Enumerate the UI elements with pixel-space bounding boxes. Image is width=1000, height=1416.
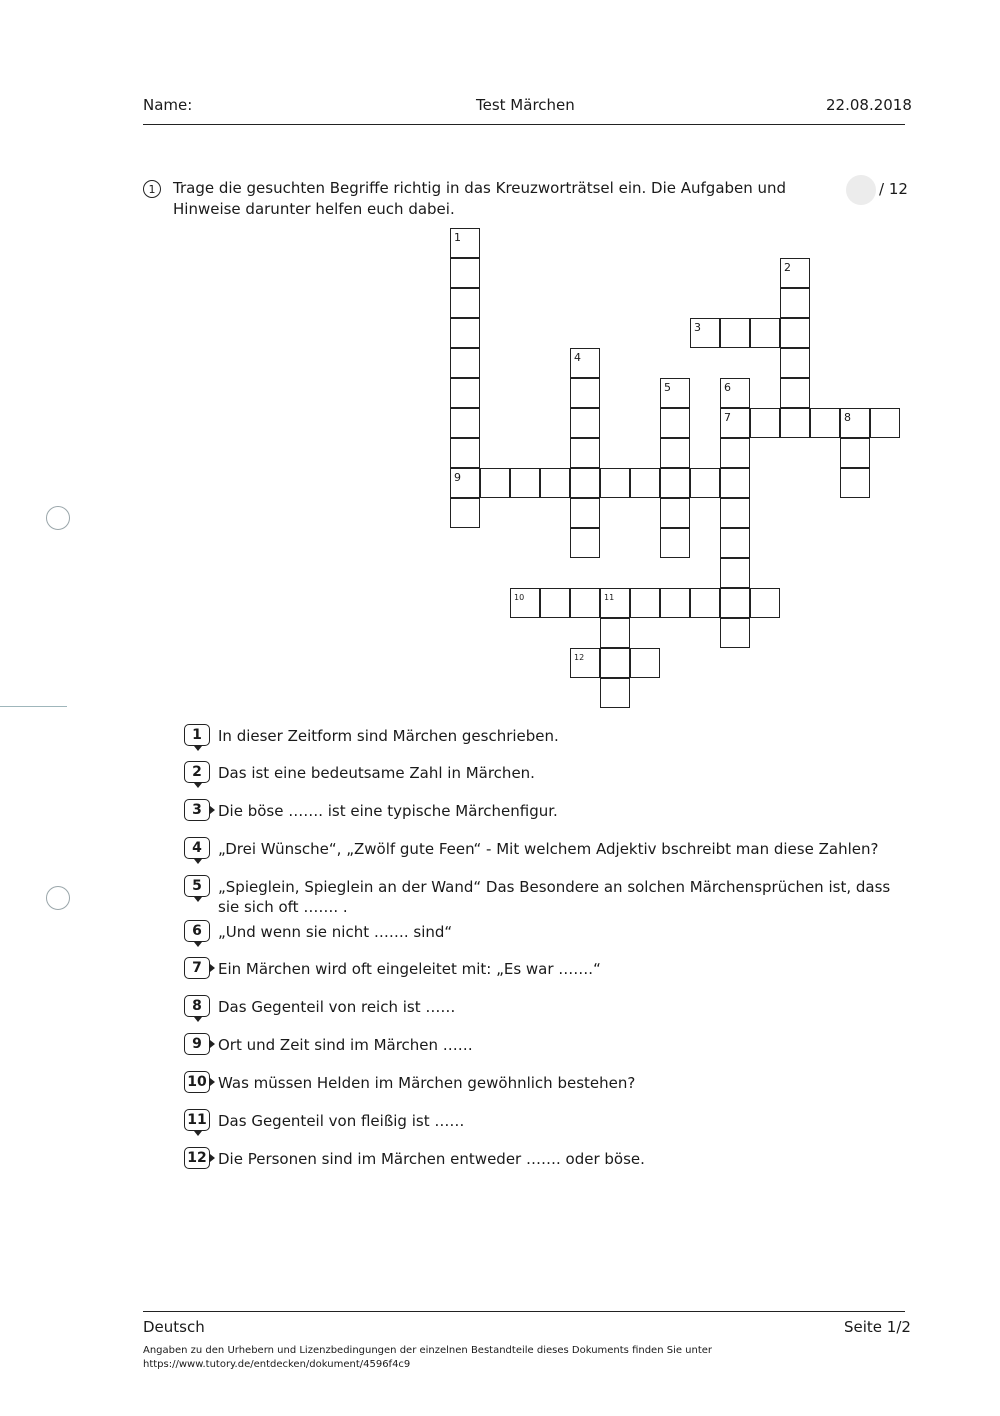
footer-subject: Deutsch [143,1318,205,1336]
clue-number-badge: 5 [184,875,210,897]
crossword-cell[interactable] [780,378,810,408]
crossword-cell[interactable] [570,648,600,678]
crossword-cell[interactable] [630,648,660,678]
clue-number-badge: 2 [184,761,210,783]
footer-rule [143,1311,905,1312]
crossword-cell[interactable] [600,618,630,648]
crossword-cell[interactable] [450,498,480,528]
crossword-cell[interactable] [750,588,780,618]
clue-number-badge: 7 [184,957,210,979]
crossword-cell[interactable] [570,408,600,438]
crossword-cell[interactable] [570,348,600,378]
crossword-cell[interactable] [450,408,480,438]
clue-number-badge: 9 [184,1033,210,1055]
crossword-cell[interactable] [540,588,570,618]
clue-text: Was müssen Helden im Märchen gewöhnlich bestehen? [218,1074,636,1092]
crossword-cell[interactable] [780,258,810,288]
crossword-cell[interactable] [450,318,480,348]
clue-text: In dieser Zeitform sind Märchen geschrieben. [218,727,559,745]
crossword-cell[interactable] [660,438,690,468]
crossword-cell[interactable] [630,588,660,618]
cell-number: 12 [574,653,585,662]
crossword-cell[interactable] [720,468,750,498]
clue-text: Ort und Zeit sind im Märchen …… [218,1036,473,1054]
crossword-cell[interactable] [690,468,720,498]
crossword-cell[interactable] [660,588,690,618]
cell-number: 2 [784,261,791,274]
crossword-cell[interactable] [570,438,600,468]
score-total: / 12 [879,180,908,198]
cell-number: 1 [454,231,461,244]
crossword-cell[interactable] [780,318,810,348]
cell-number: 6 [724,381,731,394]
clue-text: Das Gegenteil von fleißig ist …… [218,1112,465,1130]
crossword-cell[interactable] [720,408,750,438]
clue-text: Die böse ……. ist eine typische Märchenfigur. [218,802,558,820]
crossword-cell[interactable] [450,258,480,288]
crossword-cell[interactable] [780,408,810,438]
crossword-cell[interactable] [540,468,570,498]
cell-number: 10 [514,593,525,602]
crossword-cell[interactable] [450,348,480,378]
name-label: Name: [143,96,193,114]
clue-text: „Spieglein, Spieglein an der Wand“ Das Besondere an solchen Märchensprüchen ist, dass sie sich oft ……. . [218,878,891,916]
crossword-cell[interactable] [780,288,810,318]
crossword-cell[interactable] [600,678,630,708]
footer-page: Seite 1/2 [844,1318,911,1336]
clue-text: Das ist eine bedeutsame Zahl in Märchen. [218,764,535,782]
crossword-cell[interactable] [720,498,750,528]
crossword-cell[interactable] [840,468,870,498]
crossword-cell[interactable] [720,618,750,648]
clue-number-badge: 3 [184,799,210,821]
crossword-cell[interactable] [510,468,540,498]
crossword-cell[interactable] [720,558,750,588]
clue-number-badge: 12 [184,1147,210,1169]
clue-number-badge: 11 [184,1109,210,1131]
crossword-cell[interactable] [660,498,690,528]
footer-note-line: Angaben zu den Urhebern und Lizenzbedingungen der einzelnen Bestandteile dieses Dokuments finden Sie unter [143,1345,713,1356]
punch-hole-bottom [46,886,70,910]
clue-number-badge: 1 [184,724,210,746]
clue-text: Das Gegenteil von reich ist …… [218,998,456,1016]
cell-number: 7 [724,411,731,424]
crossword-cell[interactable] [570,378,600,408]
cell-number: 9 [454,471,461,484]
crossword-cell[interactable] [450,378,480,408]
crossword-cell[interactable] [600,468,630,498]
cell-number: 5 [664,381,671,394]
crossword-cell[interactable] [630,468,660,498]
crossword-cell[interactable] [750,318,780,348]
clue-text: „Und wenn sie nicht ……. sind“ [218,923,453,941]
crossword-cell[interactable] [600,648,630,678]
crossword-cell[interactable] [450,438,480,468]
header-rule [143,124,905,125]
crossword-cell[interactable] [570,468,600,498]
clue-number-badge: 10 [184,1071,210,1093]
footer-note [143,1344,843,1372]
task-instruction: Trage die gesuchten Begriffe richtig in das Kreuzworträtsel ein. Die Aufgaben und Hinweise darunter helfen euch dabei. [173,179,787,218]
crossword-cell[interactable] [810,408,840,438]
cell-number: 11 [604,593,615,602]
crossword-cell[interactable] [720,378,750,408]
crossword-cell[interactable] [840,438,870,468]
crossword-cell[interactable] [690,318,720,348]
crossword-cell[interactable] [450,228,480,258]
crossword-cell[interactable] [450,288,480,318]
clue-number-badge: 8 [184,995,210,1017]
crossword-cell[interactable] [720,318,750,348]
crossword-grid [450,228,906,714]
crossword-cell[interactable] [570,498,600,528]
crossword-cell[interactable] [780,348,810,378]
date: 22.08.2018 [826,96,912,114]
fold-mark [0,706,67,707]
crossword-cell[interactable] [570,588,600,618]
crossword-cell[interactable] [870,408,900,438]
crossword-cell[interactable] [660,468,690,498]
crossword-cell[interactable] [510,588,540,618]
crossword-cell[interactable] [660,528,690,558]
crossword-cell[interactable] [570,528,600,558]
crossword-cell[interactable] [600,588,630,618]
clue-text: Die Personen sind im Märchen entweder ……. oder böse. [218,1150,645,1168]
crossword-cell[interactable] [720,528,750,558]
crossword-cell[interactable] [660,378,690,408]
crossword-cell[interactable] [480,468,510,498]
score-field[interactable] [846,175,876,205]
crossword-cell[interactable] [840,408,870,438]
crossword-cell[interactable] [450,468,480,498]
footer-url: https://www.tutory.de/entdecken/dokument/4596f4c9 [143,1359,411,1370]
clue-text: „Drei Wünsche“, „Zwölf gute Feen“ - Mit welchem Adjektiv bschreibt man diese Zahlen? [218,840,879,858]
clue-number-badge: 4 [184,837,210,859]
cell-number: 4 [574,351,581,364]
crossword-cell[interactable] [720,438,750,468]
punch-hole-top [46,506,70,530]
crossword-cell[interactable] [690,588,720,618]
crossword-cell[interactable] [750,408,780,438]
task-number: 1 [143,180,161,198]
cell-number: 8 [844,411,851,424]
page-title: Test Märchen [476,96,575,114]
crossword-cell[interactable] [660,408,690,438]
crossword-cell[interactable] [720,588,750,618]
clue-number-badge: 6 [184,920,210,942]
clue-text: Ein Märchen wird oft eingeleitet mit: „Es war …….“ [218,960,601,978]
cell-number: 3 [694,321,701,334]
